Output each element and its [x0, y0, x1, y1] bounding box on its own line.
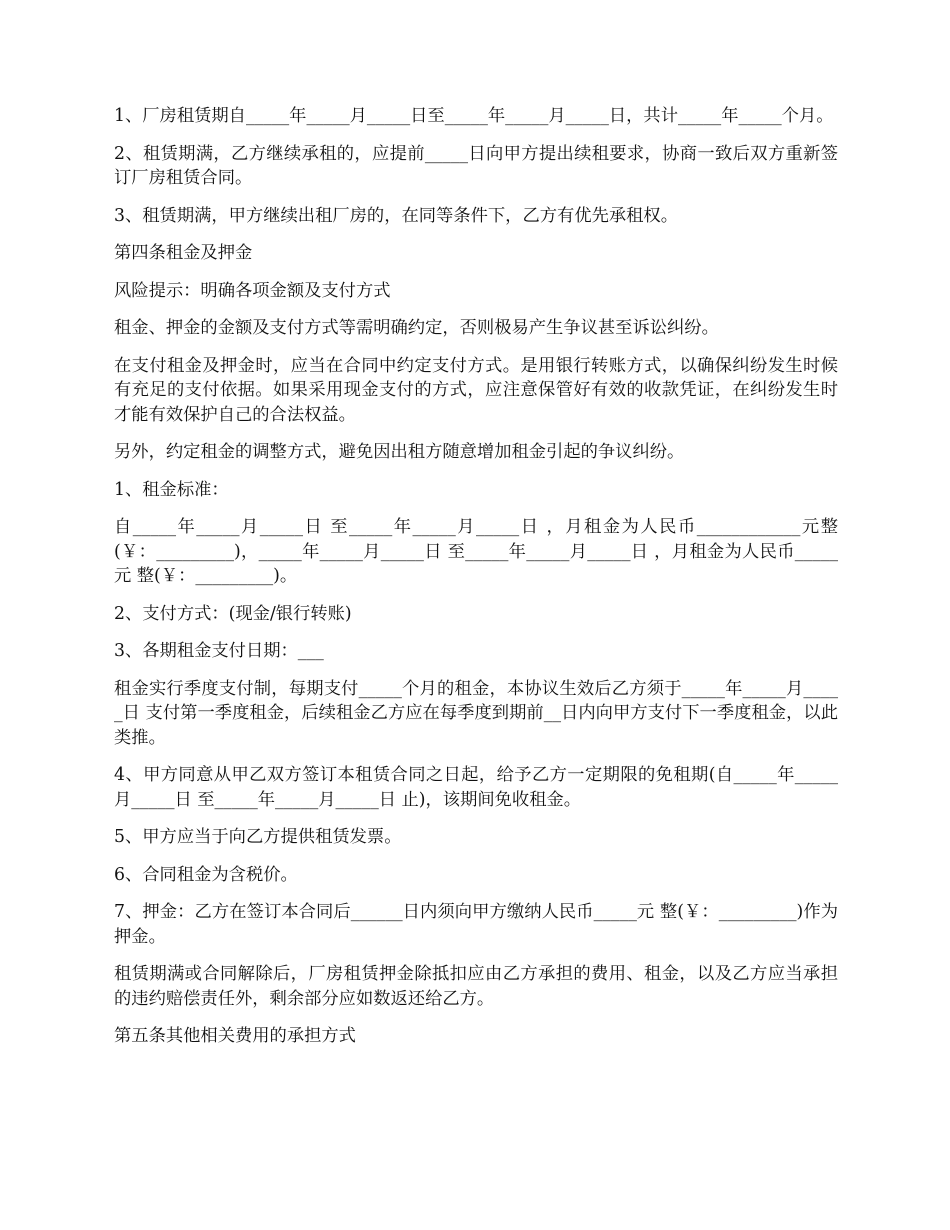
section-heading-other-fees: 第五条其他相关费用的承担方式 [114, 1026, 356, 1046]
rent-standard-clause: 自_____年_____月_____日 至_____年_____月_____日 ，月租金为人民币____________元整(￥：_________)，_____年_____月_____日 至_____年_____月_____日 ，月租金为人民币_____元 整(￥：_________)。 [114, 517, 838, 586]
deposit-refund-clause: 租赁期满或合同解除后，厂房租赁押金除抵扣应由乙方承担的费用、租金，以及乙方应当承担的违约赔偿责任外，剩余部分应如数返还给乙方。 [114, 964, 838, 1009]
priority-lease-clause: 3、租赁期满，甲方继续出租厂房的，在同等条件下，乙方有优先承租权。 [114, 205, 678, 226]
renewal-request-clause: 2、租赁期满，乙方继续承租的，应提前_____日向甲方提出续租要求，协商一致后双方重新签订厂房租赁合同。 [114, 143, 838, 188]
tax-inclusive-clause: 6、合同租金为含税价。 [114, 864, 298, 885]
payment-method-clause: 2、支付方式：(现金/银行转账) [114, 603, 352, 624]
rent-adjustment-advice: 另外，约定租金的调整方式，避免因出租方随意增加租金引起的争议纠纷。 [114, 442, 685, 462]
payment-date-clause: 3、各期租金支付日期：___ [114, 641, 324, 661]
invoice-clause: 5、甲方应当于向乙方提供租赁发票。 [114, 827, 402, 847]
risk-tip: 风险提示：明确各项金额及支付方式 [114, 280, 391, 301]
payment-method-advice: 在支付租金及押金时，应当在合同中约定支付方式。是用银行转账方式，以确保纠纷发生时候有充足的支付依据。如果采用现金支付的方式，应注意保管好有效的收款凭证，在纠纷发生时才能有效保护自己的合法权益。 [114, 355, 838, 425]
quarterly-payment-clause: 租金实行季度支付制，每期支付_____个月的租金，本协议生效后乙方须于_____年_____月_____日 支付第一季度租金，后续租金乙方应在每季度到期前__日内向甲方支付下一季度租金，以此类推。 [114, 678, 838, 748]
rent-free-period-clause: 4、甲方同意从甲乙双方签订本租赁合同之日起，给予乙方一定期限的免租期(自_____年_____月_____日 至_____年_____月_____日 止)，该期间免收租金。 [114, 765, 838, 810]
rent-standard-heading: 1、租金标准： [114, 479, 229, 500]
section-heading-rent-deposit: 第四条租金及押金 [114, 243, 253, 263]
lease-term-clause: 1、厂房租赁期自_____年_____月_____日至_____年_____月_____日，共计_____年_____个月。 [114, 106, 834, 126]
document-body [114, 104, 838, 1062]
deposit-clause: 7、押金：乙方在签订本合同后______日内须向甲方缴纳人民币_____元 整(￥：_________)作为押金。 [114, 902, 838, 947]
risk-explanation: 租金、押金的金额及支付方式等需明确约定，否则极易产生争议甚至诉讼纠纷。 [114, 318, 719, 338]
